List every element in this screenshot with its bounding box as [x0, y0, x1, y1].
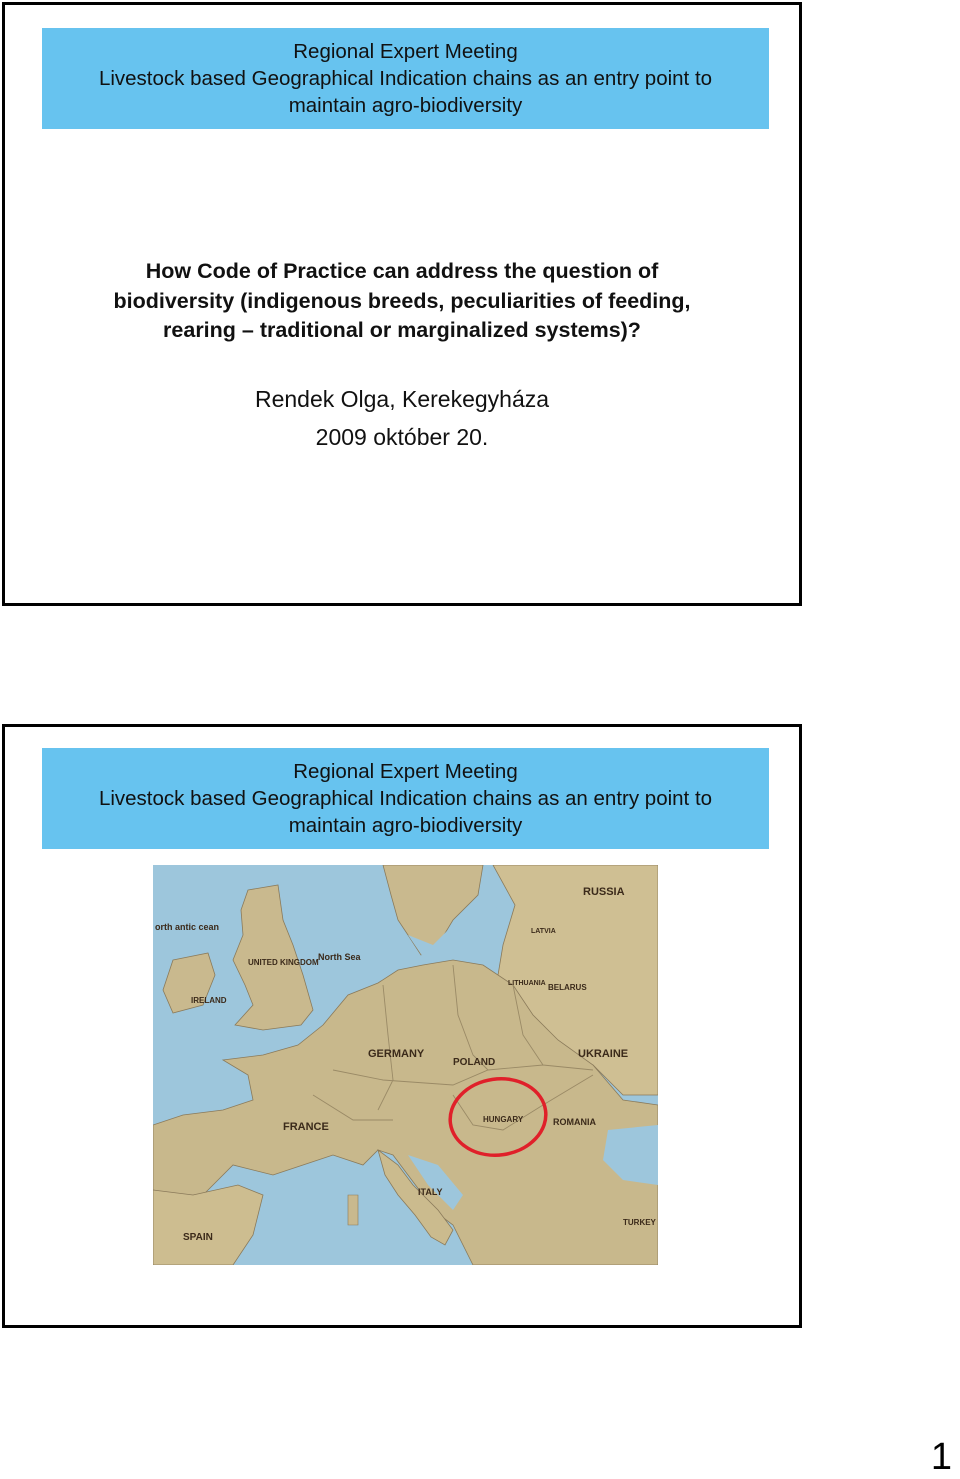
label-north-sea: North Sea: [318, 952, 361, 962]
slide-2: [2, 724, 802, 1328]
label-spain: SPAIN: [183, 1232, 213, 1243]
label-hungary: HUNGARY: [483, 1115, 524, 1124]
label-united-kingdom: UNITED KINGDOM: [248, 958, 319, 967]
question-line-3: rearing – traditional or marginalized systems)?: [163, 318, 641, 342]
label-ukraine: UKRAINE: [578, 1048, 629, 1060]
slide-1: [2, 2, 802, 606]
author-line: Rendek Olga, Kerekegyháza: [254, 386, 550, 412]
label-ireland: IRELAND: [191, 996, 227, 1005]
label-italy: ITALY: [418, 1187, 443, 1197]
label-poland: POLAND: [453, 1057, 496, 1068]
slide-1-question: [5, 257, 799, 346]
banner-line-1: Regional Expert Meeting: [293, 760, 518, 783]
label-romania: ROMANIA: [553, 1117, 596, 1127]
label-lithuania: LITHUANIA: [508, 980, 546, 987]
banner-line-1: Regional Expert Meeting: [293, 40, 518, 63]
slide-1-banner: [42, 28, 769, 129]
label-belarus: BELARUS: [548, 983, 587, 992]
europe-map: [153, 865, 658, 1265]
label-france: FRANCE: [283, 1121, 329, 1133]
slide-2-banner: [42, 748, 769, 849]
corsica-sardinia: [348, 1195, 358, 1225]
banner-line-2: Livestock based Geographical Indication chains as an entry point to: [98, 787, 713, 810]
question-line-2: biodiversity (indigenous breeds, peculiarities of feeding,: [113, 288, 691, 313]
banner-line-3: maintain agro-biodiversity: [288, 814, 523, 837]
date-line: 2009 október 20.: [315, 424, 489, 450]
label-turkey: TURKEY: [623, 1218, 656, 1227]
label-atlantic: orth antic cean: [155, 922, 220, 932]
label-russia: RUSSIA: [583, 886, 625, 898]
label-latvia: LATVIA: [531, 928, 556, 935]
label-germany: GERMANY: [368, 1048, 425, 1060]
page-number: 1: [930, 1436, 952, 1478]
banner-line-2: Livestock based Geographical Indication chains as an entry point to: [98, 67, 713, 90]
banner-line-3: maintain agro-biodiversity: [288, 94, 523, 117]
question-line-1: How Code of Practice can address the question of: [145, 259, 659, 283]
